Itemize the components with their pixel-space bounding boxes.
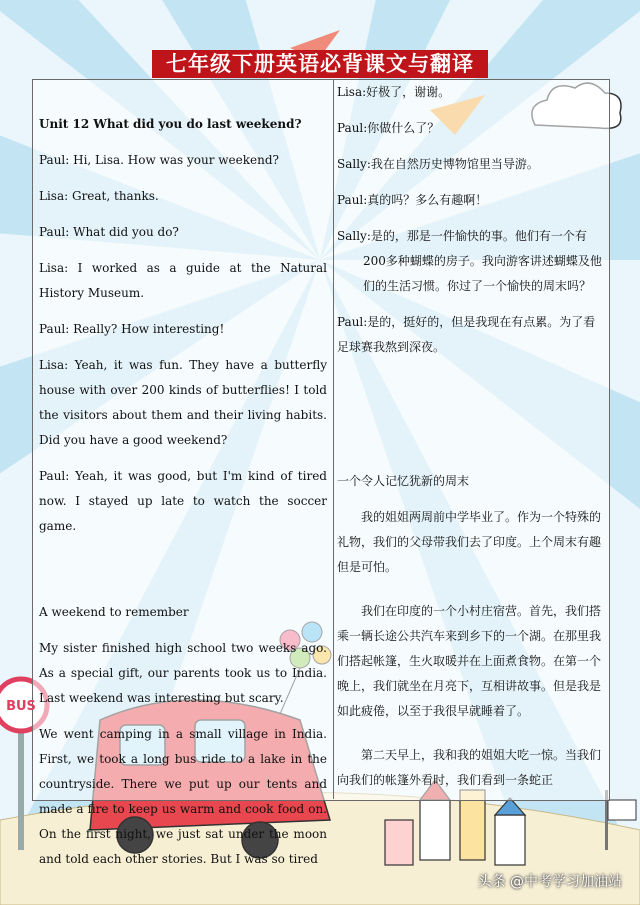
- english-line: Lisa: I worked as a guide at the Natural History Museum.: [39, 261, 327, 300]
- english-line: Paul: What did you do?: [39, 225, 179, 239]
- chinese-line: Paul:真的吗？多么有趣啊！: [337, 193, 488, 207]
- english-line: Lisa: Yeah, it was fun. They have a butterfly house with over 200 kinds of butterflies! I told the visitors about them and their living habits. Did you have a good weekend?: [39, 358, 327, 447]
- english-column: [39, 112, 327, 883]
- story-paragraph-zh: 第二天早上，我和我的姐姐大吃一惊。当我们向我们的帐篷外看时，我们看到一条蛇正: [337, 748, 602, 787]
- english-line: Paul: Really? How interesting!: [39, 322, 225, 336]
- column-divider: [333, 79, 334, 799]
- bus-sign-text: [0, 680, 60, 730]
- english-line: Paul: Hi, Lisa. How was your weekend?: [39, 153, 279, 167]
- story-paragraph-en: My sister finished high school two weeks ago. As a special gift, our parents took us to India. Last weekend was interesting but scary.: [39, 641, 327, 705]
- story-paragraph-zh: 我的姐姐两周前中学毕业了。作为一个特殊的礼物，我们的父母带我们去了印度。上个周末有趣但是可怕。: [337, 510, 602, 574]
- story-paragraph-zh: 我们在印度的一个小村庄宿营。首先，我们搭乘一辆长途公共汽车来到乡下的一个湖。在那里我们搭起帐篷，生火取暖并在上面煮食物。在第一个晚上，我们就坐在月亮下，互相讲故事。但是我是如此疲倦，以至于我很早就睡着了。: [337, 604, 602, 718]
- chinese-line: Lisa:好极了，谢谢。: [337, 85, 451, 99]
- watermark: 头条 @中考学习加油站: [477, 874, 622, 890]
- story-title-en: A weekend to remember: [39, 605, 189, 619]
- story-paragraph-en: We went camping in a small village in India. First, we took a long bus ride to a lake in the countryside. There we put up our tents and made a fire to keep us warm and cook food on. On the first night, we just sat under the moon and told each other stories. But I was so tired: [39, 727, 327, 866]
- chinese-column: [337, 80, 603, 804]
- english-line: Lisa: Great, thanks.: [39, 189, 159, 203]
- english-line: Paul: Yeah, it was good, but I'm kind of tired now. I stayed up late to watch the soccer game.: [39, 469, 327, 533]
- chinese-line: Sally:我在自然历史博物馆里当导游。: [337, 157, 539, 171]
- chinese-line: Paul:你做什么了？: [337, 121, 440, 135]
- chinese-line: Sally:是的，那是一件愉快的事。他们有一个有200多种蝴蝶的房子。我向游客讲述蝴蝶及他们的生活习惯。你过了一个愉快的周末吗？: [337, 229, 602, 293]
- page-title: 七年级下册英语必背课文与翻译: [152, 50, 488, 78]
- unit-title: Unit 12 What did you do last weekend?: [39, 117, 302, 131]
- story-title-zh: 一个令人记忆犹新的周末: [337, 474, 470, 488]
- svg-text:BUS: BUS: [6, 699, 36, 714]
- chinese-line: Paul:是的，挺好的，但是我现在有点累。为了看足球赛我熬到深夜。: [337, 315, 596, 354]
